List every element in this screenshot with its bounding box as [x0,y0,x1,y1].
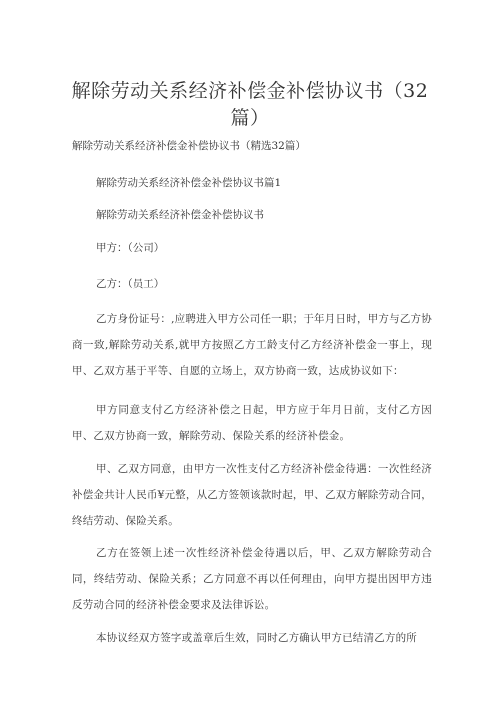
paragraph-identity: 乙方身份证号：,应聘进入甲方公司任一职；于年月日时，甲方与乙方协商一致,解除劳动关系,就甲方按照乙方工龄支付乙方经济补偿金一事上，现甲、乙双方基于平等、自愿的立场上，双方协商一致，达成协议如下： [72,313,432,377]
document-subtitle: 解除劳动关系经济补偿金补偿协议书（精选32篇） [72,140,306,152]
paragraph-termination: 乙方在签领上述一次性经济补偿金待遇以后，甲、乙双方解除劳动合同，终结劳动、保险关系；乙方同意不再以任何理由，向甲方提出因甲方违反劳动合同的经济补偿金要求及法律诉讼。 [72,547,432,611]
paragraph-payment-date: 甲方同意支付乙方经济补偿之日起，甲方应于年月日前，支付乙方因甲、乙双方协商一致，解除劳动、保险关系的经济补偿金。 [72,404,432,442]
paragraph-effective: 本协议经双方签字或盖章后生效，同时乙方确认甲方已结清乙方的所 [96,632,417,644]
party-b-line: 乙方：（员工） [96,278,165,290]
paragraph-lump-sum: 甲、乙双方同意，由甲方一次性支付乙方经济补偿金待遇：一次性经济补偿金共计人民币¥元整，从乙方签领该款时起，甲、乙双方解除劳动合同，终结劳动、保险关系。 [72,463,432,527]
party-a-line: 甲方：（公司） [96,242,165,254]
article-heading: 解除劳动关系经济补偿金补偿协议书篇1 [96,177,282,189]
document-title: 解除劳动关系经济补偿金补偿协议书（32篇） [71,80,429,129]
contract-name: 解除劳动关系经济补偿金补偿协议书 [96,209,264,221]
